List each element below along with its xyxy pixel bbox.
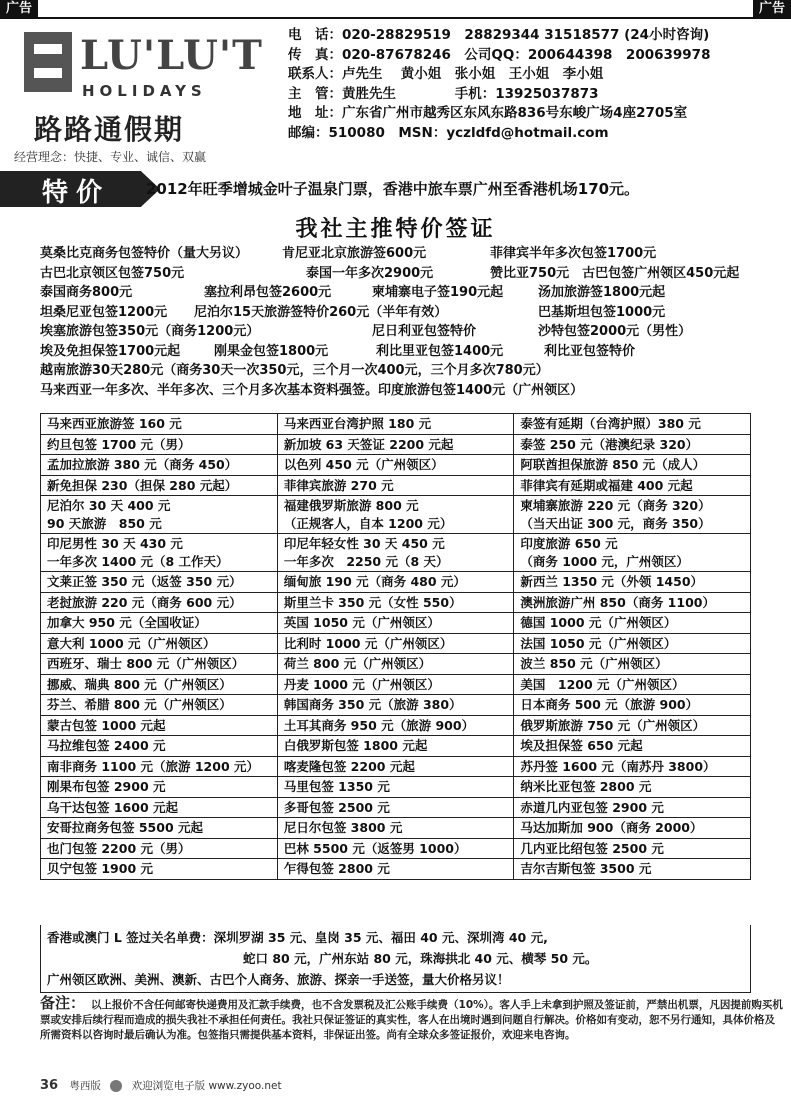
contact-address: 地 址：广东省广州市越秀区东风东路836号东峻广场4座2705室 bbox=[288, 105, 688, 121]
contact-info bbox=[288, 26, 788, 143]
globe-icon bbox=[110, 1080, 122, 1092]
promo-line bbox=[40, 244, 790, 264]
contact-phone: 电 话：020-28829519 28829344 31518577 (24小时咨询) bbox=[288, 27, 710, 43]
table-row bbox=[41, 695, 751, 716]
table-cell: 多哥包签 2500 元 bbox=[277, 797, 514, 818]
table-cell: 尼泊尔 30 天 400 元 90 天旅游 850 元 bbox=[41, 496, 278, 534]
table-row bbox=[41, 756, 751, 777]
footer-text: 欢迎浏览电子版 www.zyoo.net bbox=[131, 1080, 282, 1092]
promo-item: 赞比亚750元 古巴包签广州领区450元起 bbox=[490, 265, 740, 281]
table-row bbox=[41, 797, 751, 818]
table-cell: 美国 1200 元（广州领区） bbox=[514, 674, 751, 695]
promo-item: 越南旅游30天280元（商务30天一次350元，三个月一次400元，三个月多次780元） bbox=[40, 363, 549, 378]
top-bar bbox=[0, 0, 791, 18]
table-cell: 蒙古包签 1000 元起 bbox=[41, 715, 278, 736]
contact-fax: 传 真：020-87678246 公司QQ：200644398 200639978 bbox=[288, 46, 711, 63]
promo-item: 坦桑尼亚包签1200元 bbox=[40, 304, 168, 320]
table-cell: 新免担保 230（担保 280 元起） bbox=[41, 475, 278, 496]
table-row bbox=[41, 534, 751, 572]
page-footer bbox=[40, 1078, 282, 1093]
note-label: 备注： bbox=[40, 994, 86, 1012]
table-row bbox=[41, 715, 751, 736]
table-cell: 马里包签 1350 元 bbox=[277, 777, 514, 798]
table-cell: 纳米比亚包签 2800 元 bbox=[514, 777, 751, 798]
table-cell: 贝宁包签 1900 元 bbox=[41, 859, 278, 880]
hk-macau-box bbox=[40, 925, 751, 993]
table-cell: 澳洲旅游广州 850（商务 1100） bbox=[514, 592, 751, 613]
table-cell: 孟加拉旅游 380 元（商务 450） bbox=[41, 455, 278, 476]
table-cell: 马拉维包签 2400 元 bbox=[41, 736, 278, 757]
promo-item: 菲律宾半年多次包签1700元 bbox=[490, 246, 657, 261]
table-cell: 马达加斯加 900（商务 2000） bbox=[514, 818, 751, 839]
table-cell: 韩国商务 350 元（旅游 380） bbox=[277, 695, 514, 716]
note-section bbox=[40, 996, 785, 1043]
table-cell: 波兰 850 元（广州领区） bbox=[514, 654, 751, 675]
table-cell: 赤道几内亚包签 2900 元 bbox=[514, 797, 751, 818]
table-cell: 安哥拉商务包签 5500 元起 bbox=[41, 818, 278, 839]
promo-line bbox=[40, 322, 790, 342]
table-cell: 尼日尔包签 3800 元 bbox=[277, 818, 514, 839]
hk-line-2: 蛇口 80 元，广州东站 80 元，珠海拱北 40 元、横琴 50 元。 bbox=[243, 951, 598, 966]
table-row bbox=[41, 613, 751, 634]
promo-item: 泰国一年多次2900元 bbox=[306, 265, 434, 281]
visa-price-table bbox=[40, 413, 751, 880]
table-cell: 西班牙、瑞士 800 元（广州领区） bbox=[41, 654, 278, 675]
promo-item: 埃及免担保签1700元起 bbox=[40, 343, 181, 359]
table-cell: 马来西亚旅游签 160 元 bbox=[41, 414, 278, 435]
table-cell: 几内亚比绍包签 2500 元 bbox=[514, 838, 751, 859]
contact-manager: 主 管：黄胜先生 手机：13925037873 bbox=[288, 85, 599, 102]
table-row bbox=[41, 434, 751, 455]
table-row bbox=[41, 654, 751, 675]
table-cell: 新西兰 1350 元（外领 1450） bbox=[514, 572, 751, 593]
promo-item: 泰国商务800元 bbox=[40, 285, 133, 300]
table-cell: 福建俄罗斯旅游 800 元 （正规客人，自本 1200 元） bbox=[277, 496, 514, 534]
table-row bbox=[41, 496, 751, 534]
promo-item: 利比里亚包签1400元 bbox=[376, 343, 504, 359]
table-cell: 印尼男性 30 天 430 元 一年多次 1400 元（8 工作天） bbox=[41, 534, 278, 572]
ad-label-right: 广告 bbox=[753, 0, 791, 18]
table-cell: 法国 1050 元（广州领区） bbox=[514, 633, 751, 654]
table-cell: 乌干达包签 1600 元起 bbox=[41, 797, 278, 818]
main-title: 我社主推特价签证 bbox=[295, 217, 496, 242]
table-row bbox=[41, 455, 751, 476]
table-row bbox=[41, 777, 751, 798]
table-cell: 文莱正签 350 元（返签 350 元） bbox=[41, 572, 278, 593]
table-cell: 德国 1000 元（广州领区） bbox=[514, 613, 751, 634]
promo-item: 利比亚包签特价 bbox=[544, 343, 636, 359]
table-cell: 斯里兰卡 350 元（女性 550） bbox=[277, 592, 514, 613]
company-logo bbox=[6, 26, 282, 166]
table-cell: 泰签有延期（台湾护照）380 元 bbox=[514, 414, 751, 435]
table-cell: 意大利 1000 元（广州领区） bbox=[41, 633, 278, 654]
special-title: 特价 bbox=[42, 178, 111, 208]
table-cell: 菲律宾旅游 270 元 bbox=[277, 475, 514, 496]
hk-line-1: 香港或澳门 L 签过关名单费：深圳罗湖 35 元、皇岗 35 元、福田 40 元、深圳湾 40 元, bbox=[47, 930, 548, 945]
table-cell: 阿联酋担保旅游 850 元（成人） bbox=[514, 455, 751, 476]
table-row bbox=[41, 859, 751, 880]
table-cell: 丹麦 1000 元（广州领区） bbox=[277, 674, 514, 695]
table-cell: 芬兰、希腊 800 元（广州领区） bbox=[41, 695, 278, 716]
special-text: 2012年旺季增城金叶子温泉门票，香港中旅车票广州至香港机场170元。 bbox=[146, 180, 640, 198]
table-row bbox=[41, 736, 751, 757]
promo-item: 柬埔寨电子签190元起 bbox=[372, 285, 504, 300]
promo-item: 巴基斯坦包签1000元 bbox=[538, 304, 666, 320]
contact-postcode: 邮编：510080 MSN：yczldfd@hotmail.com bbox=[288, 124, 609, 141]
promo-line bbox=[40, 303, 790, 323]
table-cell: 马来西亚台湾护照 180 元 bbox=[277, 414, 514, 435]
table-cell: 柬埔寨旅游 220 元（商务 320） （当天出证 300 元，商务 350） bbox=[514, 496, 751, 534]
promo-line bbox=[40, 361, 790, 381]
promo-item: 埃塞旅游包签350元（商务1200元） bbox=[40, 324, 260, 339]
table-row bbox=[41, 818, 751, 839]
table-cell: 俄罗斯旅游 750 元（广州领区） bbox=[514, 715, 751, 736]
promo-line bbox=[40, 283, 790, 303]
table-cell: 印度旅游 650 元 （商务 1000 元，广州领区） bbox=[514, 534, 751, 572]
promo-line bbox=[40, 342, 790, 362]
logo-s-icon bbox=[24, 32, 72, 92]
table-row bbox=[41, 838, 751, 859]
contact-persons: 联系人：卢先生 黄小姐 张小姐 王小姐 李小姐 bbox=[288, 66, 604, 82]
page-number: 36 bbox=[40, 1078, 59, 1093]
brand-name-cn: 路路通假期 bbox=[34, 113, 185, 146]
table-cell: 喀麦隆包签 2200 元起 bbox=[277, 756, 514, 777]
promo-item: 沙特包签2000元（男性） bbox=[538, 324, 692, 339]
promo-item: 尼泊尔15天旅游签特价260元（半年有效） bbox=[194, 304, 448, 320]
table-cell: 埃及担保签 650 元起 bbox=[514, 736, 751, 757]
table-cell: 缅甸旅 190 元（商务 480 元） bbox=[277, 572, 514, 593]
promo-item: 莫桑比克商务包签特价（量大另议） bbox=[40, 246, 249, 261]
brand-motto: 经营理念：快捷、专业、诚信、双赢 bbox=[14, 150, 207, 164]
table-row bbox=[41, 572, 751, 593]
table-cell: 乍得包签 2800 元 bbox=[277, 859, 514, 880]
table-cell: 以色列 450 元（广州领区） bbox=[277, 455, 514, 476]
table-cell: 挪威、瑞典 800 元（广州领区） bbox=[41, 674, 278, 695]
table-cell: 荷兰 800 元（广州领区） bbox=[277, 654, 514, 675]
promo-item: 尼日利亚包签特价 bbox=[372, 324, 477, 339]
brand-name-en: LU'LU'T bbox=[80, 32, 263, 79]
top-rule bbox=[0, 17, 791, 19]
table-cell: 土耳其商务 950 元（旅游 900） bbox=[277, 715, 514, 736]
table-cell: 印尼年轻女性 30 天 450 元 一年多次 2250 元（8 天） bbox=[277, 534, 514, 572]
special-offer-banner bbox=[0, 168, 791, 210]
ad-label-left: 广告 bbox=[0, 0, 38, 18]
promo-list bbox=[40, 244, 790, 400]
edition-label: 粤西版 bbox=[69, 1080, 101, 1092]
table-cell: 比利时 1000 元（广州领区） bbox=[277, 633, 514, 654]
promo-item: 肯尼亚北京旅游签600元 bbox=[282, 246, 427, 261]
table-row bbox=[41, 414, 751, 435]
table-row bbox=[41, 475, 751, 496]
table-cell: 白俄罗斯包签 1800 元起 bbox=[277, 736, 514, 757]
promo-item: 古巴北京领区包签750元 bbox=[40, 265, 185, 281]
table-cell: 刚果布包签 2900 元 bbox=[41, 777, 278, 798]
note-text: 以上报价不含任何邮寄快递费用及汇款手续费，也不含发票税及汇公账手续费（10%）。客人手上未拿到护照及签证前，严禁出机票，凡因提前购买机票或安排后续行程而造成的损失我社不承担任何责任。我社只保证签证的真实性，客人在出境时遇到问题自行解决。价格如有变动，恕不另行通知，具体价格及所需资料以咨询时最后确认为准。包签指只需提供基本资料，非保证出签。尚有全球众多签证报价，欢迎来电咨询。 bbox=[40, 999, 783, 1041]
promo-item: 汤加旅游签1800元起 bbox=[538, 285, 666, 300]
promo-line bbox=[40, 381, 790, 401]
table-cell: 日本商务 500 元（旅游 900） bbox=[514, 695, 751, 716]
table-cell: 加拿大 950 元（全国收证） bbox=[41, 613, 278, 634]
table-cell: 巴林 5500 元（返签男 1000） bbox=[277, 838, 514, 859]
table-cell: 泰签 250 元（港澳纪录 320） bbox=[514, 434, 751, 455]
brand-holidays: HOLIDAYS bbox=[82, 82, 207, 100]
promo-line bbox=[40, 264, 790, 284]
table-cell: 英国 1050 元（广州领区） bbox=[277, 613, 514, 634]
table-cell: 约旦包签 1700 元（男） bbox=[41, 434, 278, 455]
table-row bbox=[41, 633, 751, 654]
promo-item: 刚果金包签1800元 bbox=[214, 343, 329, 359]
gz-line: 广州领区欧洲、美洲、澳新、古巴个人商务、旅游、探亲一手送签，量大价格另议！ bbox=[47, 972, 510, 987]
table-cell: 老挝旅游 220 元（商务 600 元） bbox=[41, 592, 278, 613]
promo-item: 塞拉利昂包签2600元 bbox=[204, 285, 332, 300]
table-cell: 菲律宾有延期或福建 400 元起 bbox=[514, 475, 751, 496]
table-cell: 也门包签 2200 元（男） bbox=[41, 838, 278, 859]
table-row bbox=[41, 674, 751, 695]
table-cell: 新加坡 63 天签证 2200 元起 bbox=[277, 434, 514, 455]
table-row bbox=[41, 592, 751, 613]
table-cell: 南非商务 1100 元（旅游 1200 元） bbox=[41, 756, 278, 777]
table-cell: 吉尔吉斯包签 3500 元 bbox=[514, 859, 751, 880]
promo-item: 马来西亚一年多次、半年多次、三个月多次基本资料强签。印度旅游包签1400元（广州领区） bbox=[40, 382, 584, 398]
table-cell: 苏丹签 1600 元（南苏丹 3800） bbox=[514, 756, 751, 777]
